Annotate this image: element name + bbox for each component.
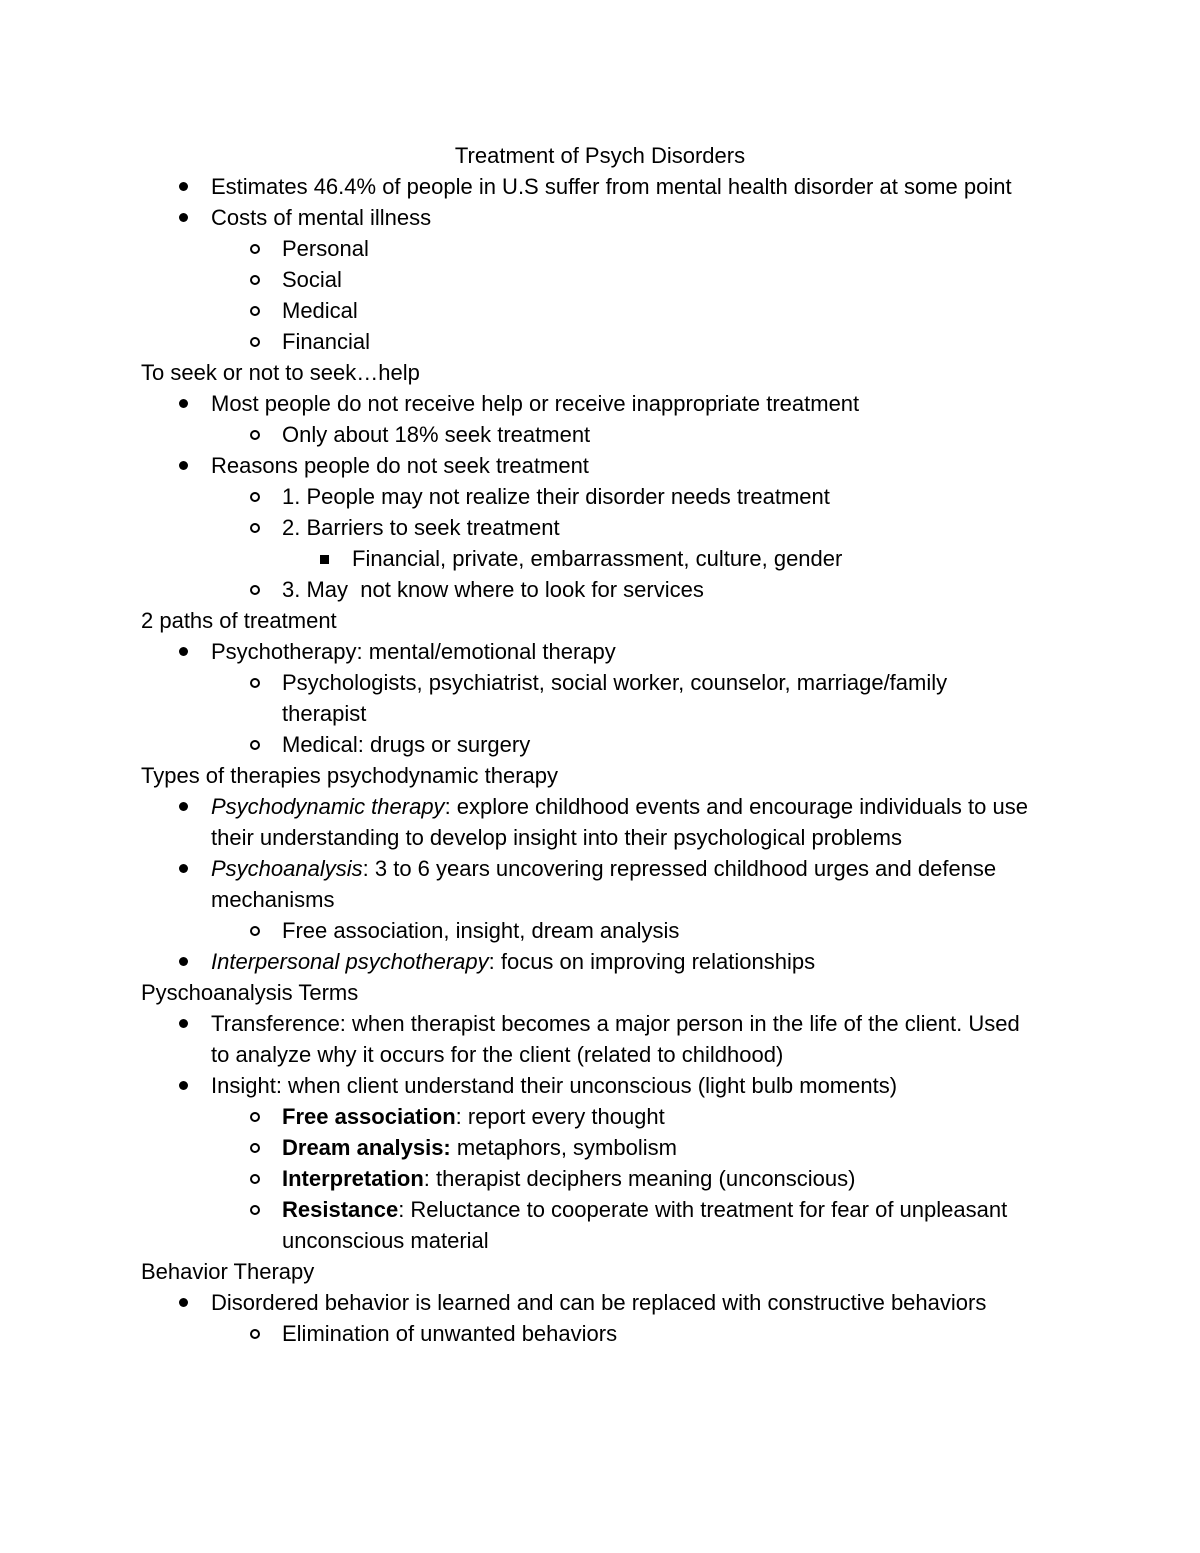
circle-bullet-icon	[250, 1112, 260, 1122]
list-item: Resistance: Reluctance to cooperate with treatment for fear of unpleasant unconscious material	[141, 1194, 1071, 1256]
behavior-list	[141, 1287, 1071, 1349]
list-item: Medical	[141, 295, 1071, 326]
section-heading: Behavior Therapy	[141, 1259, 315, 1284]
list-item: Financial	[141, 326, 1071, 357]
circle-bullet-icon	[250, 492, 260, 502]
list-item: Interpersonal psychotherapy: focus on improving relationships	[141, 946, 1071, 977]
circle-bullet-icon	[250, 1329, 260, 1339]
list-item: Interpretation: therapist deciphers meaning (unconscious)	[141, 1163, 1071, 1194]
circle-bullet-icon	[250, 306, 260, 316]
circle-bullet-icon	[250, 740, 260, 750]
disc-bullet-icon	[179, 182, 188, 191]
disc-bullet-icon	[179, 461, 188, 470]
circle-bullet-icon	[250, 430, 260, 440]
circle-bullet-icon	[250, 1143, 260, 1153]
list-item: Estimates 46.4% of people in U.S suffer from mental health disorder at some point	[141, 171, 1071, 202]
list-item: Disordered behavior is learned and can be replaced with constructive behaviors	[141, 1287, 1071, 1318]
document-body	[141, 171, 1071, 1349]
circle-bullet-icon	[250, 1205, 260, 1215]
list-item: Psychotherapy: mental/emotional therapy	[141, 636, 1071, 667]
disc-bullet-icon	[179, 864, 188, 873]
disc-bullet-icon	[179, 647, 188, 656]
section-heading: To seek or not to seek…help	[141, 360, 420, 385]
circle-bullet-icon	[250, 1174, 260, 1184]
circle-bullet-icon	[250, 585, 260, 595]
list-item: Dream analysis: metaphors, symbolism	[141, 1132, 1071, 1163]
page-title: Treatment of Psych Disorders	[454, 143, 746, 168]
list-item: Insight: when client understand their unconscious (light bulb moments)	[141, 1070, 1071, 1101]
section-heading: Types of therapies psychodynamic therapy	[141, 763, 559, 788]
disc-bullet-icon	[179, 213, 188, 222]
list-item: Reasons people do not seek treatment	[141, 450, 1071, 481]
list-item: Transference: when therapist becomes a major person in the life of the client. Used to analyze why it occurs for the client (related to childhood)	[141, 1008, 1071, 1070]
section-heading: Pyschoanalysis Terms	[141, 980, 359, 1005]
list-item: Social	[141, 264, 1071, 295]
list-item: 1. People may not realize their disorder needs treatment	[141, 481, 1071, 512]
circle-bullet-icon	[250, 275, 260, 285]
list-item: Psychologists, psychiatrist, social worker, counselor, marriage/family therapist	[141, 667, 1071, 729]
seek-list	[141, 388, 1071, 605]
list-item: Psychodynamic therapy: explore childhood events and encourage individuals to use their understanding to develop insight into their psychological problems	[141, 791, 1071, 853]
disc-bullet-icon	[179, 1298, 188, 1307]
disc-bullet-icon	[179, 957, 188, 966]
circle-bullet-icon	[250, 926, 260, 936]
list-item: 2. Barriers to seek treatment	[141, 512, 1071, 543]
disc-bullet-icon	[179, 399, 188, 408]
list-item: Costs of mental illness	[141, 202, 1071, 233]
list-item: Financial, private, embarrassment, culture, gender	[141, 543, 1071, 574]
list-item: Free association: report every thought	[141, 1101, 1071, 1132]
circle-bullet-icon	[250, 523, 260, 533]
terms-list	[141, 1008, 1071, 1256]
list-item: 3. May not know where to look for services	[141, 574, 1071, 605]
circle-bullet-icon	[250, 678, 260, 688]
disc-bullet-icon	[179, 1081, 188, 1090]
disc-bullet-icon	[179, 802, 188, 811]
circle-bullet-icon	[250, 337, 260, 347]
disc-bullet-icon	[179, 1019, 188, 1028]
list-item: Psychoanalysis: 3 to 6 years uncovering repressed childhood urges and defense mechanisms	[141, 853, 1071, 915]
types-list	[141, 791, 1071, 977]
circle-bullet-icon	[250, 244, 260, 254]
list-item: Only about 18% seek treatment	[141, 419, 1071, 450]
paths-list	[141, 636, 1071, 760]
section-heading: 2 paths of treatment	[141, 608, 337, 633]
list-item: Personal	[141, 233, 1071, 264]
square-bullet-icon	[320, 555, 329, 564]
list-item: Elimination of unwanted behaviors	[141, 1318, 1071, 1349]
intro-list	[141, 171, 1071, 357]
list-item: Free association, insight, dream analysis	[141, 915, 1071, 946]
list-item: Medical: drugs or surgery	[141, 729, 1071, 760]
list-item: Most people do not receive help or receive inappropriate treatment	[141, 388, 1071, 419]
